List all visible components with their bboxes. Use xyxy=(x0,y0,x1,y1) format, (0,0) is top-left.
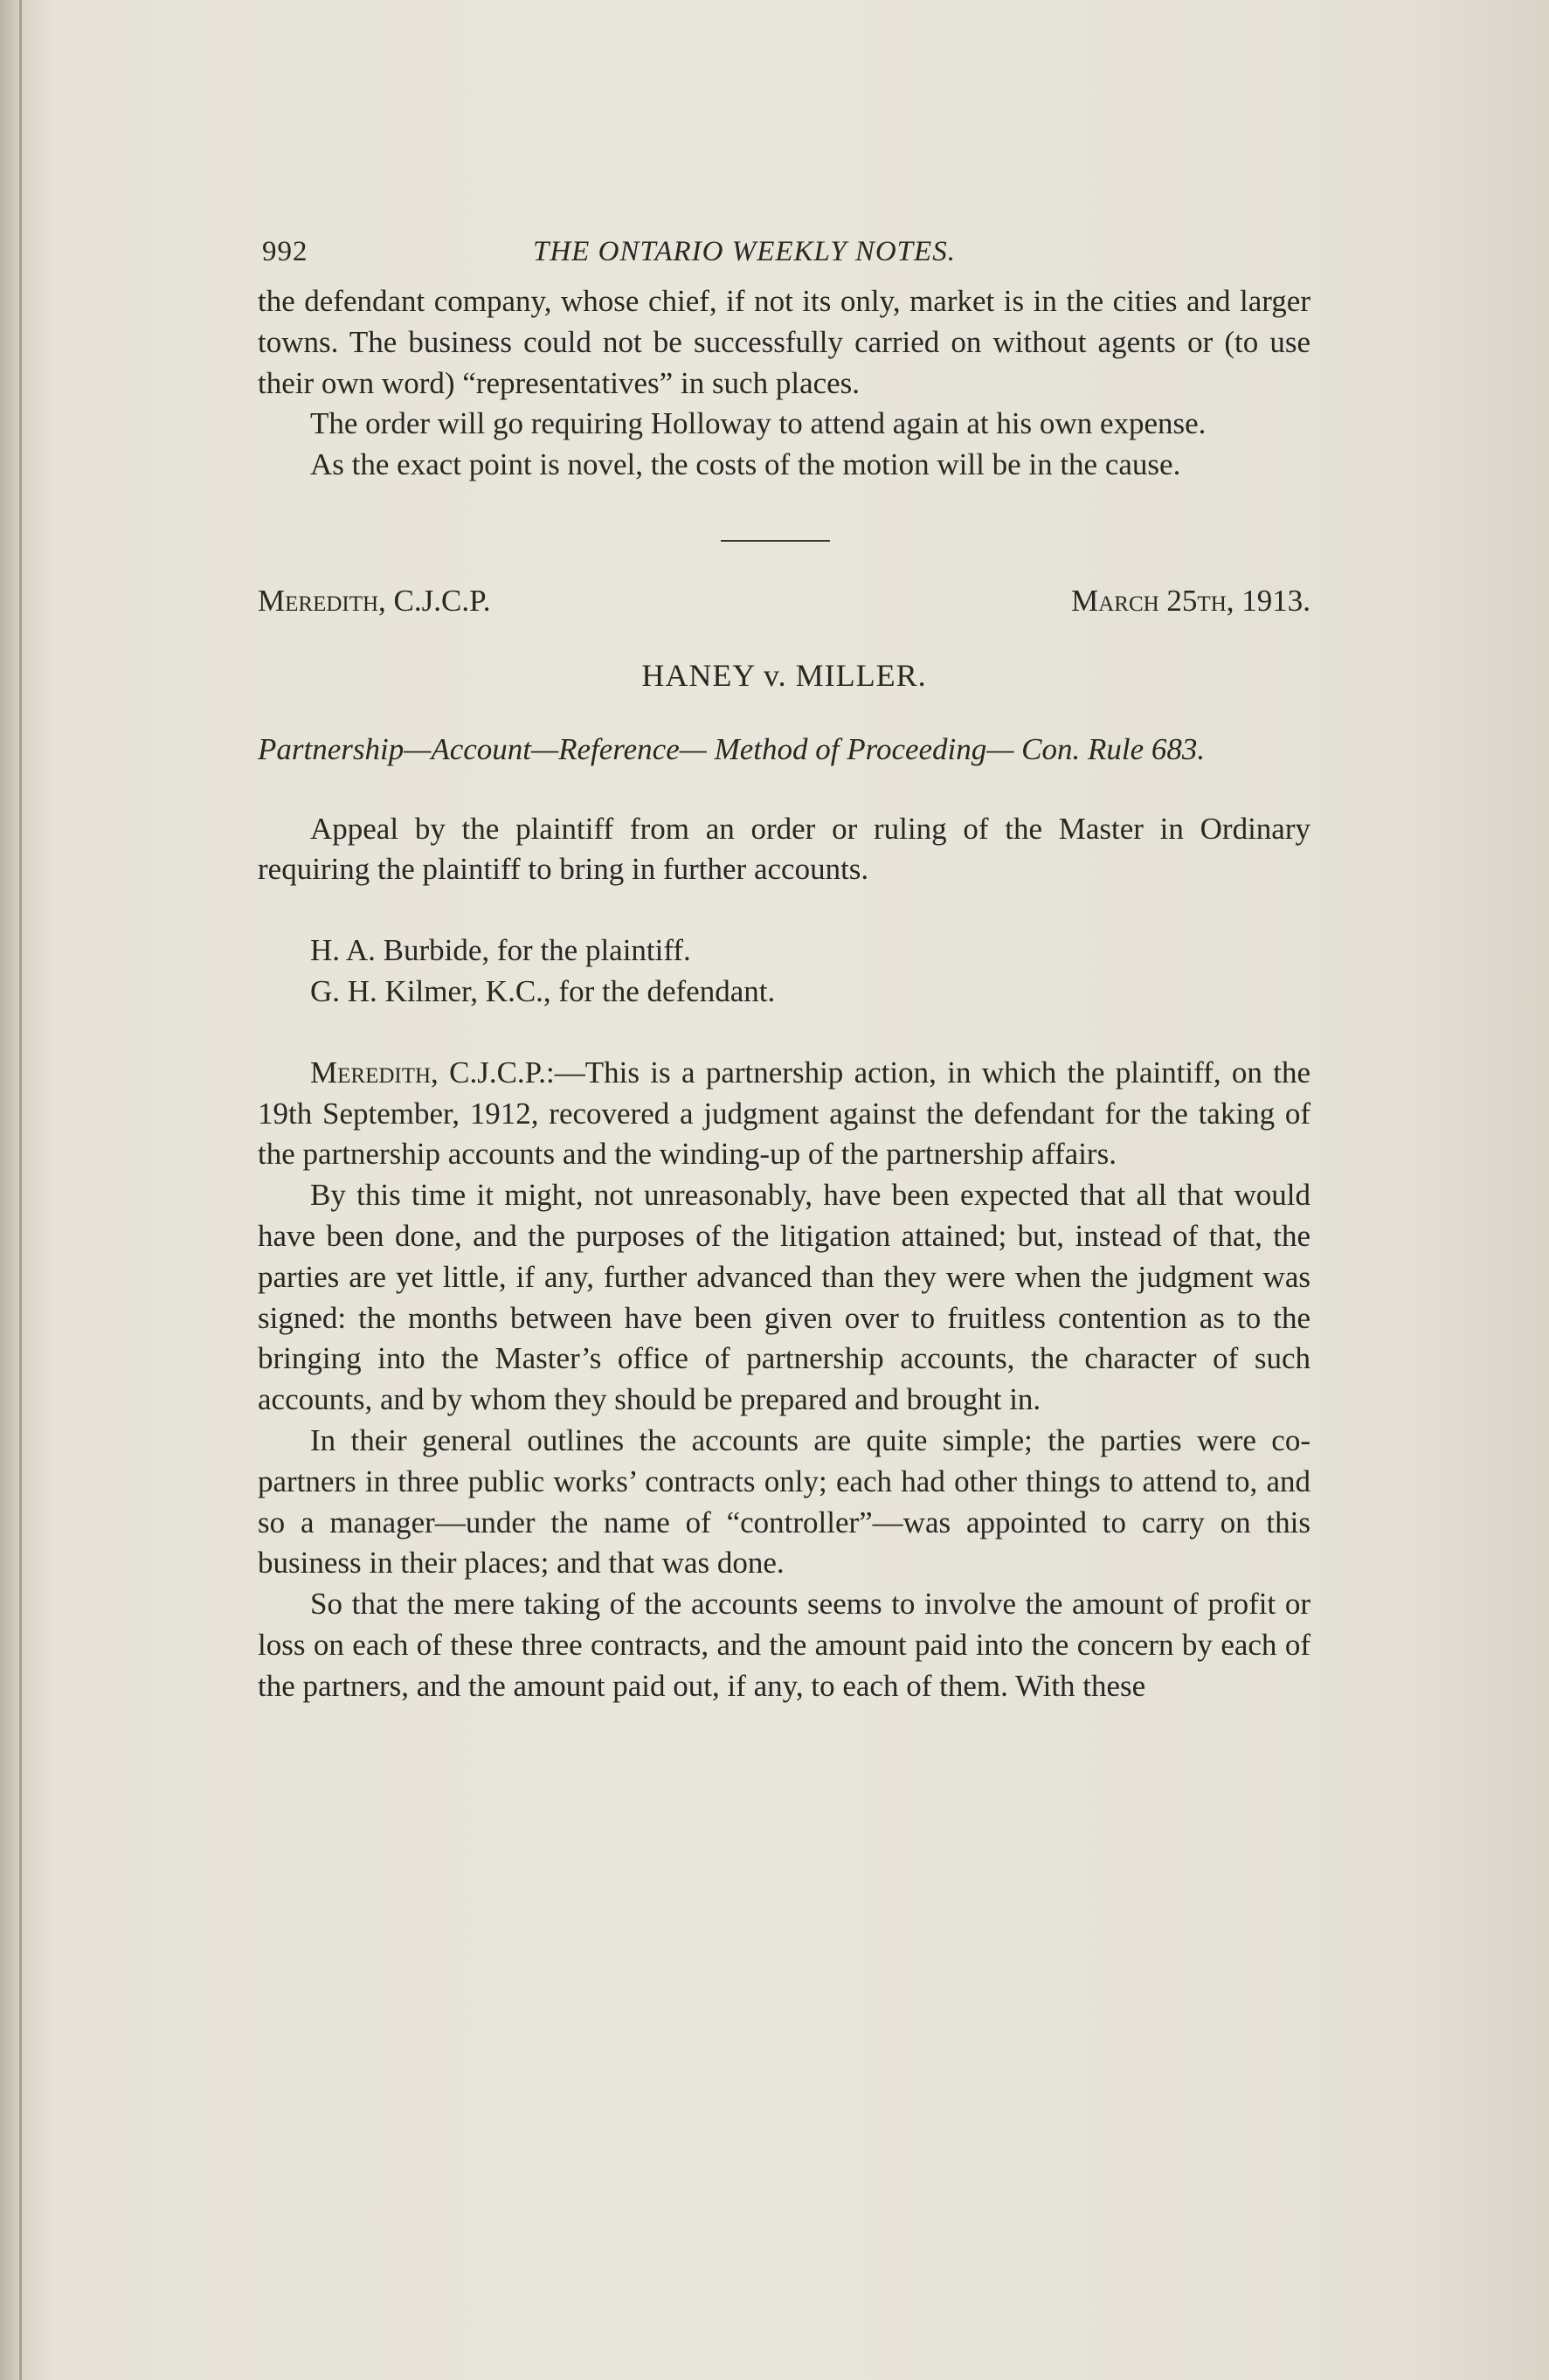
judge-name: Meredith, C.J.C.P. xyxy=(258,583,491,618)
prev-case-paragraph-2: The order will go requiring Holloway to attend again at his own expense. xyxy=(310,406,1207,441)
section-divider xyxy=(721,540,830,542)
text-block xyxy=(258,229,1310,1707)
running-header xyxy=(258,229,1310,281)
judge-date-line xyxy=(258,581,1310,622)
headnote: Partnership—Account—Reference— Method of Proceeding— Con. Rule 683. xyxy=(258,731,1206,766)
running-title: THE ONTARIO WEEKLY NOTES. xyxy=(533,236,956,267)
appeal-statement: Appeal by the plaintiff from an order or ruling of the Master in Ordinary requiring the plaintiff to bring in further accounts. xyxy=(258,811,1310,887)
judgment-paragraph-3: So that the mere taking of the accounts seems to involve the amount of profit or loss on each of these three contracts, and the amount paid into the concern by each of the partners, and the amount paid out, if any, to each of them. With these xyxy=(258,1587,1310,1703)
counsel-defendant: G. H. Kilmer, K.C., for the defendant. xyxy=(310,973,776,1008)
counsel-plaintiff: H. A. Burbide, for the plaintiff. xyxy=(310,933,691,968)
prev-case-paragraph-1: the defendant company, whose chief, if not its only, market is in the cities and larger towns. The business could not be successfully carried on without agents or (to use their own word) “representatives” in such places. xyxy=(258,284,1310,400)
prev-case-paragraph-3: As the exact point is novel, the costs of the motion will be in the cause. xyxy=(310,447,1181,482)
judgment-opening-paragraph xyxy=(258,1053,1310,1175)
binding-gutter xyxy=(19,0,22,2380)
page-number: 992 xyxy=(262,236,308,267)
case-title: HANEY v. MILLER. xyxy=(641,657,927,693)
judgment-paragraph-1: By this time it might, not unreasonably, have been expected that all that would have been done, and the purposes of the litigation attained; but, instead of that, the parties are yet little, if any, further advanced than they were when the judgment was signed: the months between have been given over to fruitless contention as to the bringing into the Master’s office of partnership accounts, the character of such accounts, and by whom they should be prepared and brought in. xyxy=(258,1178,1310,1417)
judgment-opening-text: :—This is a partnership action, in which the plaintiff, on the 19th September, 1912, recovered a judgment against the defendant for the taking of the partnership accounts and the winding-up of the partnership affairs. xyxy=(258,1055,1310,1172)
judgment-paragraph-2: In their general outlines the accounts are quite simple; the parties were co-partners in three public works’ contracts only; each had other things to attend to, and so a manager—under the name of “controller”—was appointed to carry on this business in their places; and that was done. xyxy=(258,1422,1310,1581)
judgment-speaker: Meredith, C.J.C.P. xyxy=(310,1055,547,1090)
judgment-date: March 25th, 1913. xyxy=(1071,583,1310,618)
